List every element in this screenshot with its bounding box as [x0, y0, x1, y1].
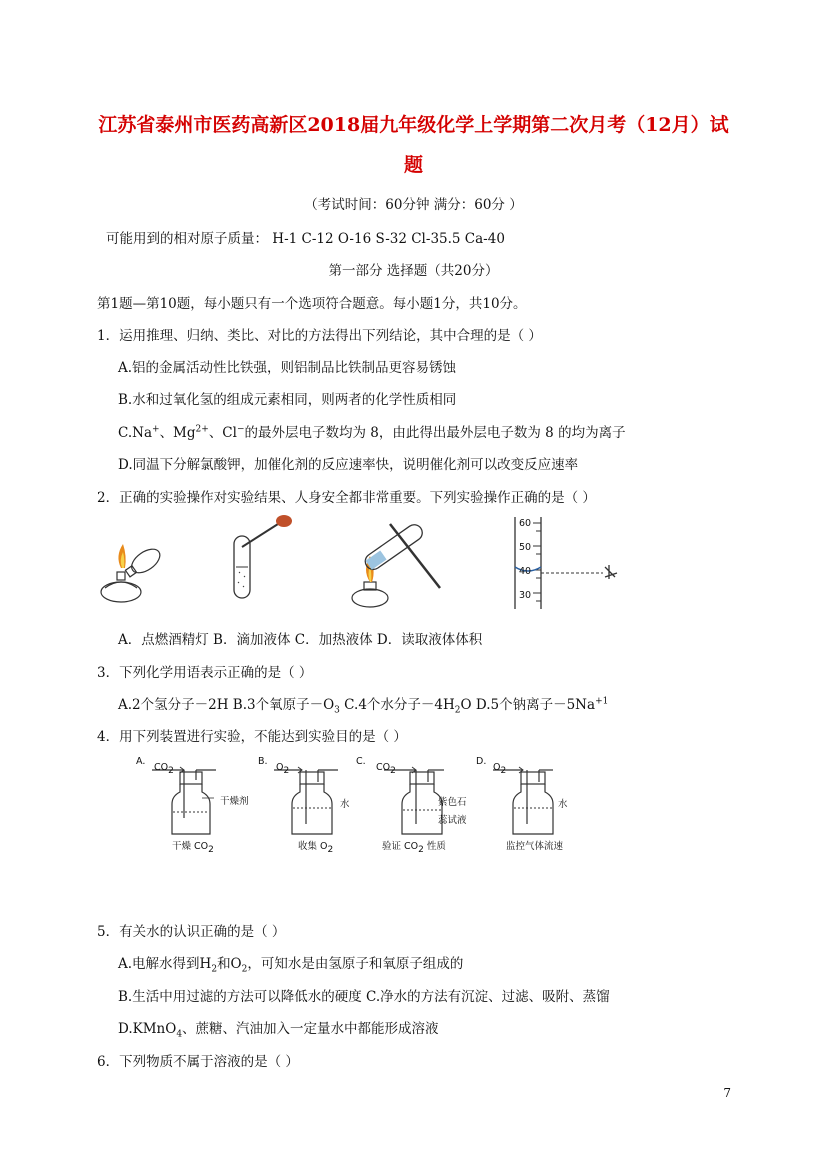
- atomic-masses: 可能用到的相对原子质量： H-1 C-12 O-16 S-32 Cl-35.5 Ca-40: [106, 231, 505, 247]
- question-1-option-d: D.同温下分解氯酸钾，加催化剂的反应速率快，说明催化剂可以改变反应速率: [118, 457, 579, 473]
- exam-info: （考试时间：60分钟 满分：60分 ）: [304, 197, 523, 213]
- document-title-continued: 题: [403, 154, 423, 176]
- apparatus-d-inside: 水: [558, 799, 568, 810]
- apparatus-b-caption: 收集 $O_2$: [298, 841, 334, 855]
- document-title: 江苏省泰州市医药高新区2018届九年级化学上学期第二次月考（12月）试: [98, 114, 729, 136]
- apparatus-d-caption: 监控气体流速: [506, 841, 564, 852]
- apparatus-a-letter: A.: [136, 756, 146, 767]
- apparatus-a-gas: $CO_2$: [154, 762, 174, 776]
- question-3-options: A.2个氢分子－2H B.3个氧原子$-O_3$ C.4个水分子$-4H_2O$ D.5个钠离子$-5Na^{+1}$: [118, 696, 609, 716]
- question-4-stem: 4．用下列装置进行实验，不能达到实验目的是（ ）: [97, 729, 407, 745]
- apparatus-c-letter: C.: [356, 756, 366, 767]
- apparatus-b-gas: $O_2$: [276, 762, 290, 776]
- question-3-stem: 3．下列化学用语表示正确的是（ ）: [97, 665, 313, 681]
- cylinder-tick-30: 30: [519, 590, 532, 601]
- apparatus-a-caption: 干燥 $CO_2$: [172, 841, 214, 855]
- question-1-option-b: B.水和过氧化氢的组成元素相同，则两者的化学性质相同: [118, 392, 457, 408]
- apparatus-c-inside-line2: 蕊试液: [438, 815, 467, 826]
- section-title: 第一部分 选择题（共20分）: [328, 263, 499, 279]
- cylinder-tick-50: 50: [519, 542, 532, 553]
- apparatus-c-gas: $CO_2$: [376, 762, 396, 776]
- cylinder-tick-60: 60: [519, 518, 532, 529]
- question-2-options: A．点燃酒精灯 B．滴加液体 C．加热液体 D．读取液体体积: [118, 632, 483, 648]
- instructions: 第1题—第10题，每小题只有一个选项符合题意。每小题1分，共10分。: [97, 296, 527, 312]
- apparatus-b-letter: B.: [258, 756, 268, 767]
- apparatus-d-gas: $O_2$: [493, 762, 507, 776]
- question-1-option-c: C.Na+、$Mg^{2+}$、Cl−的最外层电子数均为 8，由此得出最外层电子数为 8 的均为离子: [118, 424, 626, 441]
- cylinder-tick-40: 40: [519, 566, 532, 577]
- apparatus-a-inside: 干燥剂: [220, 796, 249, 807]
- apparatus-c-caption: 验证 $CO_2$ 性质: [382, 841, 446, 855]
- question-5-stem: 5．有关水的认识正确的是（ ）: [97, 924, 286, 940]
- page-number: 7: [723, 1086, 731, 1100]
- question-1-option-a: A.铝的金属活动性比铁强，则铝制品比铁制品更容易锈蚀: [118, 360, 457, 376]
- apparatus-c-inside: 紫色石: [438, 797, 467, 808]
- question-5-option-a: A.电解水得到$H_2$和$O_2$，可知水是由氢原子和氧原子组成的: [118, 956, 464, 975]
- alcohol-lamp-lighting-figure: [95, 540, 175, 610]
- question-2-stem: 2．正确的实验操作对实验结果、人身安全都非常重要。下列实验操作正确的是（ ）: [97, 490, 596, 506]
- apparatus-d-letter: D.: [476, 756, 487, 767]
- apparatus-b-inside: 水: [340, 799, 350, 810]
- question-5-options-b-c: B.生活中用过滤的方法可以降低水的硬度 C.净水的方法有沉淀、过滤、吸附、蒸馏: [118, 989, 610, 1005]
- dropper-test-tube-figure: [222, 512, 302, 612]
- question-1-stem: 1．运用推理、归纳、类比、对比的方法得出下列结论，其中合理的是（ ）: [97, 328, 542, 344]
- question-5-option-d: D.KMnO$_4$、蔗糖、汽油加入一定量水中都能形成溶液: [118, 1021, 439, 1040]
- question-6-stem: 6．下列物质不属于溶液的是（ ）: [97, 1054, 299, 1070]
- heating-liquid-figure: [340, 512, 450, 612]
